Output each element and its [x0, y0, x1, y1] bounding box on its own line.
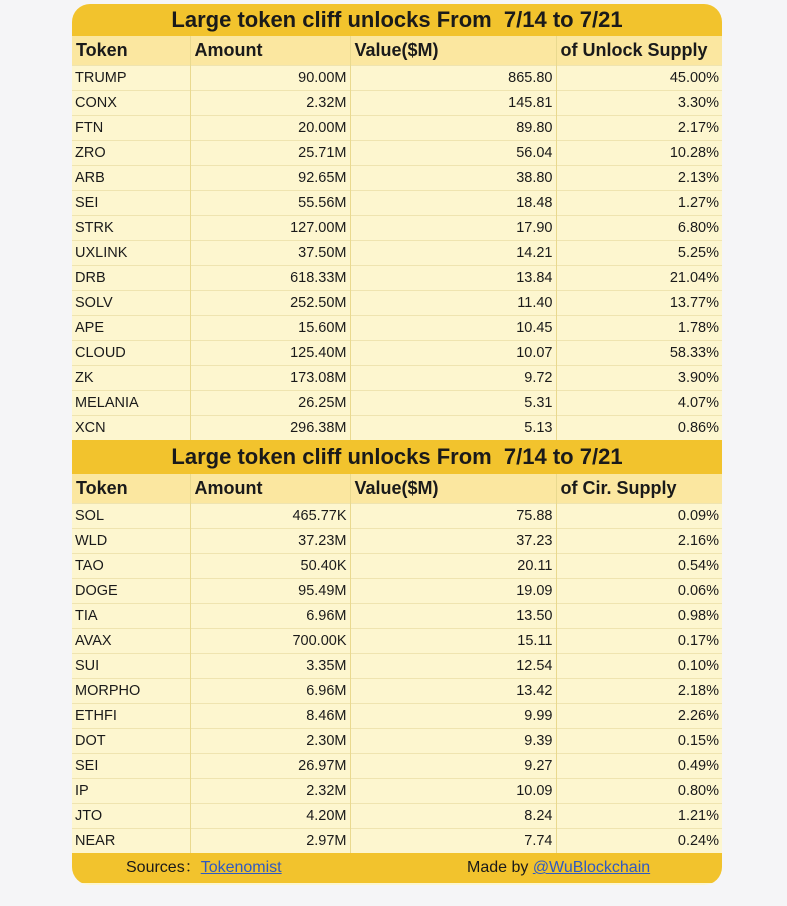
value-cell: 56.04 [350, 141, 556, 166]
amount-cell: 252.50M [190, 291, 350, 316]
table-row [72, 629, 722, 654]
supply-cell: 58.33% [556, 341, 722, 366]
table-header-row [72, 474, 722, 504]
table-row [72, 191, 722, 216]
amount-cell: 15.60M [190, 316, 350, 341]
token-cell: FTN [72, 116, 190, 141]
amount-cell: 6.96M [190, 604, 350, 629]
amount-cell: 296.38M [190, 416, 350, 441]
supply-cell: 0.06% [556, 579, 722, 604]
unlocks-card [72, 4, 722, 885]
value-cell: 9.39 [350, 729, 556, 754]
supply-cell: 0.49% [556, 754, 722, 779]
table-row [72, 366, 722, 391]
table-row [72, 604, 722, 629]
supply-cell: 0.54% [556, 554, 722, 579]
amount-cell: 90.00M [190, 66, 350, 91]
amount-cell: 26.25M [190, 391, 350, 416]
column-header-supply: of Cir. Supply [556, 474, 722, 504]
value-cell: 5.13 [350, 416, 556, 441]
supply-cell: 10.28% [556, 141, 722, 166]
value-cell: 17.90 [350, 216, 556, 241]
table-header-row [72, 36, 722, 66]
table-row [72, 91, 722, 116]
value-cell: 10.45 [350, 316, 556, 341]
token-cell: ZK [72, 366, 190, 391]
table-row [72, 704, 722, 729]
supply-cell: 0.15% [556, 729, 722, 754]
tokenomist-link[interactable]: Tokenomist [200, 859, 282, 876]
table-row [72, 116, 722, 141]
token-cell: CLOUD [72, 341, 190, 366]
token-cell: DOT [72, 729, 190, 754]
table-row [72, 266, 722, 291]
value-cell: 5.31 [350, 391, 556, 416]
token-cell: MORPHO [72, 679, 190, 704]
amount-cell: 4.20M [190, 804, 350, 829]
table-row [72, 729, 722, 754]
value-cell: 12.54 [350, 654, 556, 679]
amount-cell: 3.35M [190, 654, 350, 679]
amount-cell: 2.32M [190, 779, 350, 804]
value-cell: 14.21 [350, 241, 556, 266]
supply-cell: 0.10% [556, 654, 722, 679]
token-cell: SOLV [72, 291, 190, 316]
token-cell: MELANIA [72, 391, 190, 416]
amount-cell: 127.00M [190, 216, 350, 241]
amount-cell: 8.46M [190, 704, 350, 729]
table-row [72, 241, 722, 266]
amount-cell: 50.40K [190, 554, 350, 579]
value-cell: 13.42 [350, 679, 556, 704]
token-cell: SEI [72, 754, 190, 779]
token-cell: AVAX [72, 629, 190, 654]
amount-cell: 20.00M [190, 116, 350, 141]
amount-cell: 700.00K [190, 629, 350, 654]
supply-cell: 1.78% [556, 316, 722, 341]
token-cell: DRB [72, 266, 190, 291]
amount-cell: 2.97M [190, 829, 350, 854]
value-cell: 10.07 [350, 341, 556, 366]
token-cell: DOGE [72, 579, 190, 604]
table-row [72, 66, 722, 91]
value-cell: 145.81 [350, 91, 556, 116]
column-header-token: Token [72, 474, 190, 504]
value-cell: 75.88 [350, 504, 556, 529]
table-row [72, 391, 722, 416]
supply-cell: 1.27% [556, 191, 722, 216]
token-cell: JTO [72, 804, 190, 829]
value-cell: 20.11 [350, 554, 556, 579]
wublockchain-link[interactable]: @WuBlockchain [532, 859, 651, 876]
table-row [72, 679, 722, 704]
supply-cell: 45.00% [556, 66, 722, 91]
table-row [72, 654, 722, 679]
table-row [72, 166, 722, 191]
amount-cell: 37.23M [190, 529, 350, 554]
supply-cell: 2.17% [556, 116, 722, 141]
value-cell: 865.80 [350, 66, 556, 91]
amount-cell: 618.33M [190, 266, 350, 291]
value-cell: 9.27 [350, 754, 556, 779]
token-cell: TRUMP [72, 66, 190, 91]
amount-cell: 25.71M [190, 141, 350, 166]
supply-cell: 0.86% [556, 416, 722, 441]
supply-cell: 2.16% [556, 529, 722, 554]
amount-cell: 173.08M [190, 366, 350, 391]
token-cell: ARB [72, 166, 190, 191]
table-row [72, 554, 722, 579]
token-cell: UXLINK [72, 241, 190, 266]
amount-cell: 95.49M [190, 579, 350, 604]
value-cell: 37.23 [350, 529, 556, 554]
value-cell: 13.50 [350, 604, 556, 629]
supply-cell: 3.30% [556, 91, 722, 116]
value-cell: 38.80 [350, 166, 556, 191]
value-cell: 9.99 [350, 704, 556, 729]
value-cell: 13.84 [350, 266, 556, 291]
value-cell: 8.24 [350, 804, 556, 829]
token-cell: XCN [72, 416, 190, 441]
supply-cell: 6.80% [556, 216, 722, 241]
supply-cell: 0.09% [556, 504, 722, 529]
sources-label: Sources： [126, 859, 201, 876]
unlock-supply-table [72, 36, 722, 440]
table-row [72, 504, 722, 529]
token-cell: SOL [72, 504, 190, 529]
supply-cell: 1.21% [556, 804, 722, 829]
amount-cell: 26.97M [190, 754, 350, 779]
footer [72, 853, 722, 883]
token-cell: WLD [72, 529, 190, 554]
table-row [72, 141, 722, 166]
amount-cell: 55.56M [190, 191, 350, 216]
value-cell: 7.74 [350, 829, 556, 854]
supply-cell: 5.25% [556, 241, 722, 266]
amount-cell: 465.77K [190, 504, 350, 529]
supply-cell: 0.24% [556, 829, 722, 854]
supply-cell: 2.18% [556, 679, 722, 704]
value-cell: 89.80 [350, 116, 556, 141]
supply-cell: 3.90% [556, 366, 722, 391]
made-by-label: Made by [467, 859, 533, 876]
table-row [72, 216, 722, 241]
column-header-amount: Amount [190, 474, 350, 504]
table1-title: Large token cliff unlocks From 7/14 to 7/21 [72, 4, 722, 36]
supply-cell: 0.80% [556, 779, 722, 804]
supply-cell: 2.26% [556, 704, 722, 729]
token-cell: CONX [72, 91, 190, 116]
supply-cell: 21.04% [556, 266, 722, 291]
value-cell: 18.48 [350, 191, 556, 216]
amount-cell: 2.32M [190, 91, 350, 116]
value-cell: 11.40 [350, 291, 556, 316]
table-row [72, 341, 722, 366]
amount-cell: 6.96M [190, 679, 350, 704]
table-row [72, 529, 722, 554]
token-cell: TAO [72, 554, 190, 579]
token-cell: ZRO [72, 141, 190, 166]
value-cell: 10.09 [350, 779, 556, 804]
table-row [72, 829, 722, 854]
table-row [72, 754, 722, 779]
sources-credit [126, 853, 282, 883]
table-row [72, 804, 722, 829]
supply-cell: 4.07% [556, 391, 722, 416]
column-header-value: Value($M) [350, 474, 556, 504]
column-header-supply: of Unlock Supply [556, 36, 722, 66]
table-row [72, 416, 722, 441]
supply-cell: 0.98% [556, 604, 722, 629]
table-row [72, 779, 722, 804]
amount-cell: 37.50M [190, 241, 350, 266]
token-cell: SUI [72, 654, 190, 679]
amount-cell: 2.30M [190, 729, 350, 754]
token-cell: ETHFI [72, 704, 190, 729]
supply-cell: 0.17% [556, 629, 722, 654]
table-row [72, 291, 722, 316]
table-row [72, 316, 722, 341]
value-cell: 9.72 [350, 366, 556, 391]
supply-cell: 2.13% [556, 166, 722, 191]
column-header-amount: Amount [190, 36, 350, 66]
table-row [72, 579, 722, 604]
token-cell: STRK [72, 216, 190, 241]
circulating-supply-table [72, 474, 722, 853]
column-header-value: Value($M) [350, 36, 556, 66]
token-cell: SEI [72, 191, 190, 216]
value-cell: 19.09 [350, 579, 556, 604]
amount-cell: 92.65M [190, 166, 350, 191]
token-cell: APE [72, 316, 190, 341]
value-cell: 15.11 [350, 629, 556, 654]
token-cell: NEAR [72, 829, 190, 854]
made-by-credit [467, 853, 650, 883]
table2-title: Large token cliff unlocks From 7/14 to 7/21 [72, 440, 722, 474]
column-header-token: Token [72, 36, 190, 66]
token-cell: IP [72, 779, 190, 804]
supply-cell: 13.77% [556, 291, 722, 316]
amount-cell: 125.40M [190, 341, 350, 366]
token-cell: TIA [72, 604, 190, 629]
